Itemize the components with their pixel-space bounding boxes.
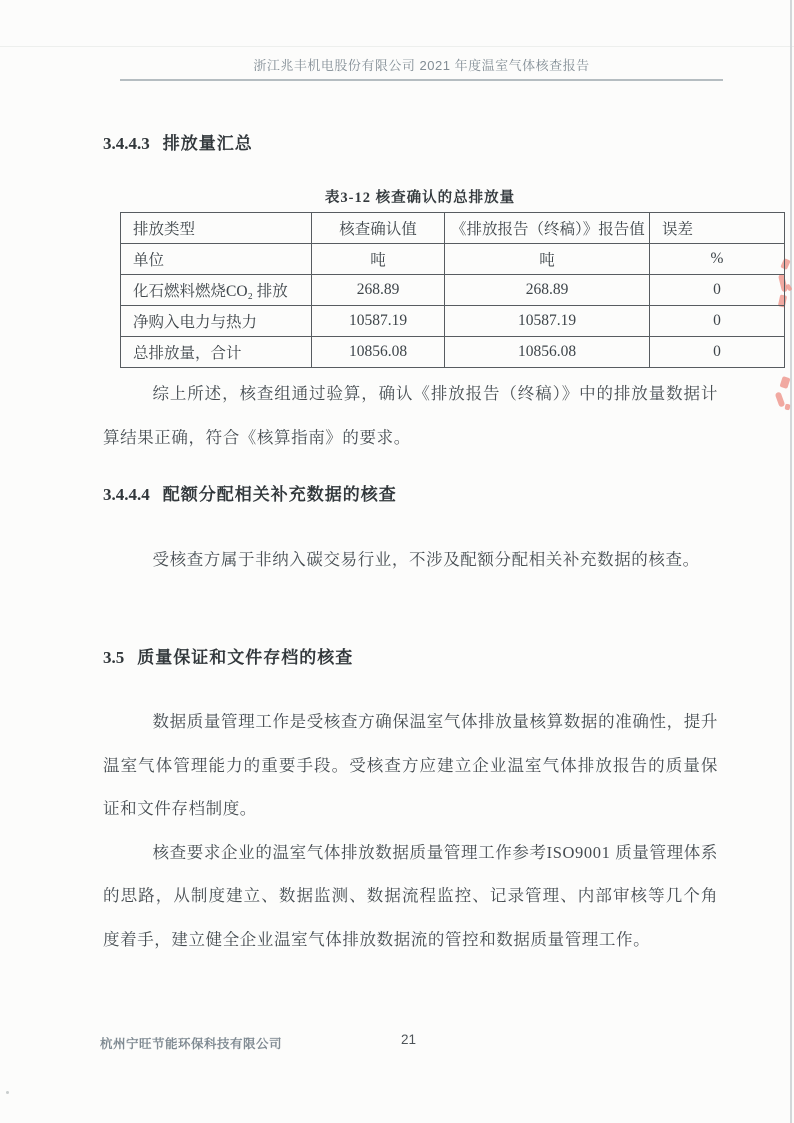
col-header-emission-type: 排放类型 <box>121 213 312 244</box>
page-header <box>120 55 723 81</box>
cell-total-label: 总排放量，合计 <box>121 337 312 368</box>
cell-electricity-verified: 10587.19 <box>312 306 445 337</box>
cell-fossil-error: 0 <box>650 275 785 306</box>
paragraph-quality-2: 核查要求企业的温室气体排放数据质量管理工作参考ISO9001 质量管理体系的思路，从制度建立、数据监测、数据流程监控、记录管理、内部审核等几个角度着手，建立健全企业温室气体排放数据流的管控和数据质量管理工作。 <box>103 842 718 949</box>
col-header-verified-value: 核查确认值 <box>312 213 445 244</box>
table-header-row <box>121 213 785 244</box>
section-heading-3443 <box>103 129 717 154</box>
col-header-reported-value: 《排放报告（终稿）》报告值 <box>445 213 650 244</box>
section-number: 3.4.4.4 <box>103 485 150 504</box>
table-caption: 表3-12 核查确认的总排放量 <box>324 190 516 206</box>
section-title: 配额分配相关补充数据的核查 <box>162 485 397 504</box>
section-number: 3.5 <box>103 648 125 667</box>
cell-unit-reported: 吨 <box>445 244 650 275</box>
cell-fossil-label: 化石燃料燃烧CO₂ 排放 <box>121 275 312 306</box>
cell-unit-error: % <box>650 244 785 275</box>
header-title: 浙江兆丰机电股份有限公司 2021 年度温室气体核查报告 <box>253 58 590 73</box>
section-heading-35 <box>103 643 717 668</box>
red-stamp-fragment <box>775 391 786 407</box>
cell-fossil-verified: 268.89 <box>312 275 445 306</box>
cell-electricity-label: 净购入电力与热力 <box>121 306 312 337</box>
emissions-summary-table <box>120 212 785 368</box>
table-row <box>121 306 785 337</box>
page-number: 21 <box>400 1032 417 1047</box>
cell-fossil-reported: 268.89 <box>445 275 650 306</box>
scan-edge-line <box>790 0 792 1123</box>
cell-total-reported: 10856.08 <box>445 337 650 368</box>
scan-artifact-line <box>0 46 794 47</box>
table-row <box>121 275 785 306</box>
section-title: 质量保证和文件存档的核查 <box>137 648 354 667</box>
scan-speck <box>6 1091 9 1094</box>
section-35-paragraphs <box>103 700 718 961</box>
cell-total-verified: 10856.08 <box>312 337 445 368</box>
cell-unit-label: 单位 <box>121 244 312 275</box>
red-stamp-fragment <box>779 376 790 389</box>
section-number: 3.4.4.3 <box>103 134 150 153</box>
table-row <box>121 244 785 275</box>
section-heading-3444 <box>103 480 717 505</box>
paragraph-summary: 综上所述，核查组通过验算，确认《排放报告（终稿）》中的排放量数据计算结果正确，符合《核算指南》的要求。 <box>103 384 718 447</box>
cell-unit-verified: 吨 <box>312 244 445 275</box>
col-header-error: 误差 <box>650 213 785 244</box>
paragraph-quota: 受核查方属于非纳入碳交易行业，不涉及配额分配相关补充数据的核查。 <box>152 550 700 569</box>
cell-electricity-reported: 10587.19 <box>445 306 650 337</box>
page-footer <box>100 1032 717 1052</box>
table-row <box>121 337 785 368</box>
section-title: 排放量汇总 <box>162 134 253 153</box>
cell-electricity-error: 0 <box>650 306 785 337</box>
paragraph-quality-1: 数据质量管理工作是受核查方确保温室气体排放量核算数据的准确性，提升温室气体管理能力的重要手段。受核查方应建立企业温室气体排放报告的质量保证和文件存档制度。 <box>103 712 718 818</box>
footer-company: 杭州宁旺节能环保科技有限公司 <box>100 1037 283 1051</box>
cell-total-error: 0 <box>650 337 785 368</box>
